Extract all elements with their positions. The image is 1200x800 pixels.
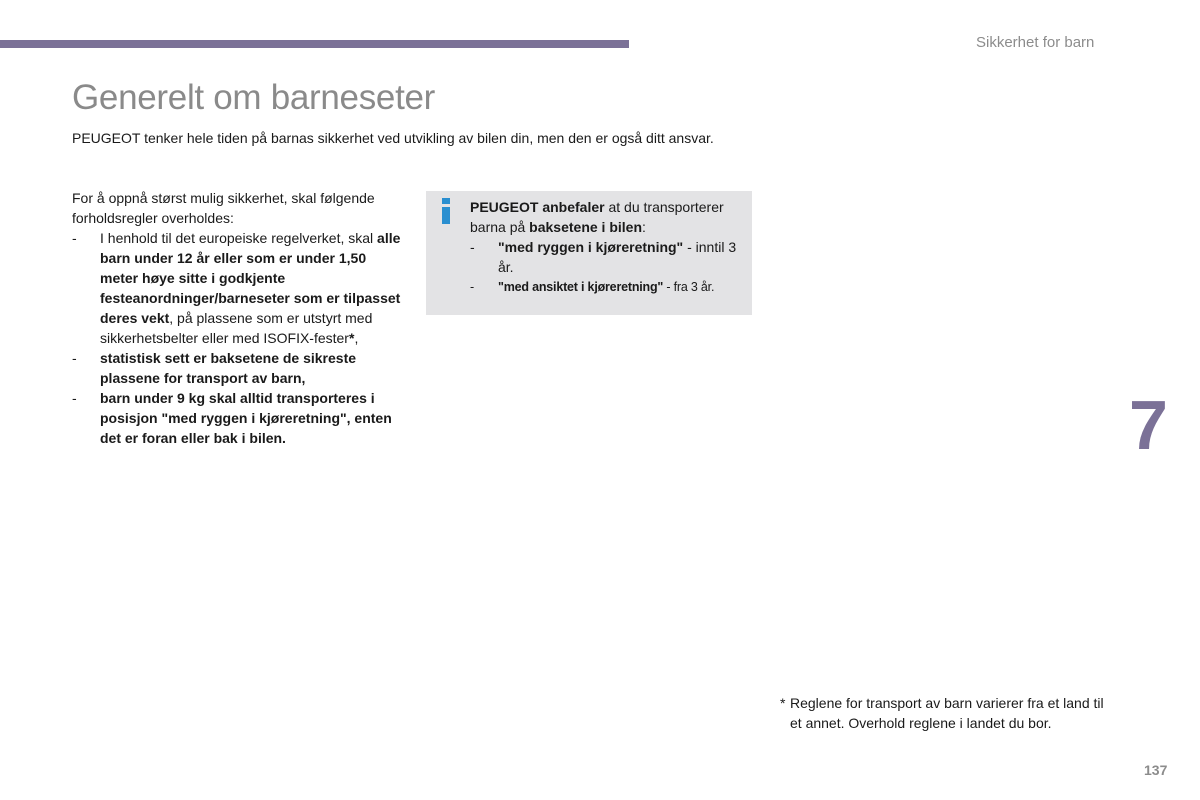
left-column: [72, 188, 407, 448]
list-item: [72, 228, 407, 348]
info-text: - fra 3 år.: [663, 280, 715, 294]
footnote-marker: *: [348, 330, 355, 346]
info-text: at du transporterer barna på: [470, 199, 724, 235]
list-item: [470, 237, 746, 277]
section-title: Sikkerhet for barn: [976, 34, 1095, 51]
intro-paragraph: PEUGEOT tenker hele tiden på barnas sikkerhet ved utvikling av bilen din, men den er også ditt ansvar.: [72, 130, 714, 146]
bullet-text: , på plassene som er utstyrt med sikkerhetsbelter eller med ISOFIX-fester: [100, 310, 373, 346]
footnote-text: Reglene for transport av barn varierer fra et land til et annet. Overhold reglene i landet du bor.: [790, 695, 1104, 731]
page-heading: Generelt om barneseter: [72, 78, 436, 117]
info-box: [426, 191, 752, 315]
list-item: [72, 388, 407, 448]
bullet-emphasis: barn under 9 kg skal alltid transporteres i posisjon "med ryggen i kjøreretning", enten det er foran eller bak i bilen.: [100, 390, 392, 446]
bullet-dash: -: [72, 350, 77, 366]
footnote: [780, 693, 1110, 733]
info-box-text: [470, 197, 746, 237]
info-emphasis: "med ansiktet i kjøreretning": [498, 280, 664, 294]
list-item: [470, 277, 746, 297]
info-emphasis: PEUGEOT anbefaler: [470, 199, 605, 215]
bullet-emphasis: alle barn under 12 år eller som er under 1,50 meter høye sitte i godkjente festeanordninger/barneseter som er tilpasset deres vekt: [100, 230, 401, 326]
bullet-dash: -: [470, 239, 475, 255]
bullet-dash: -: [72, 230, 77, 246]
footnote-marker: *: [780, 695, 786, 711]
info-text: - inntil 3 år.: [498, 239, 737, 275]
bullet-text: ,: [354, 330, 359, 346]
info-emphasis: "med ryggen i kjøreretning": [498, 239, 684, 255]
bullet-dash: -: [72, 390, 77, 406]
chapter-number: 7: [1129, 386, 1168, 464]
header-accent-bar: [0, 40, 629, 48]
bullet-text: I henhold til det europeiske regelverket, skal: [100, 230, 378, 246]
page-number: 137: [1144, 762, 1168, 778]
info-icon: [439, 198, 453, 224]
left-lead-text: For å oppnå størst mulig sikkerhet, skal følgende forholdsregler overholdes:: [72, 190, 375, 226]
list-item: [72, 348, 407, 388]
info-text: :: [642, 219, 646, 235]
bullet-dash: -: [470, 280, 474, 294]
info-emphasis: baksetene i bilen: [529, 219, 642, 235]
bullet-emphasis: statistisk sett er baksetene de sikreste plassene for transport av barn,: [100, 350, 357, 386]
